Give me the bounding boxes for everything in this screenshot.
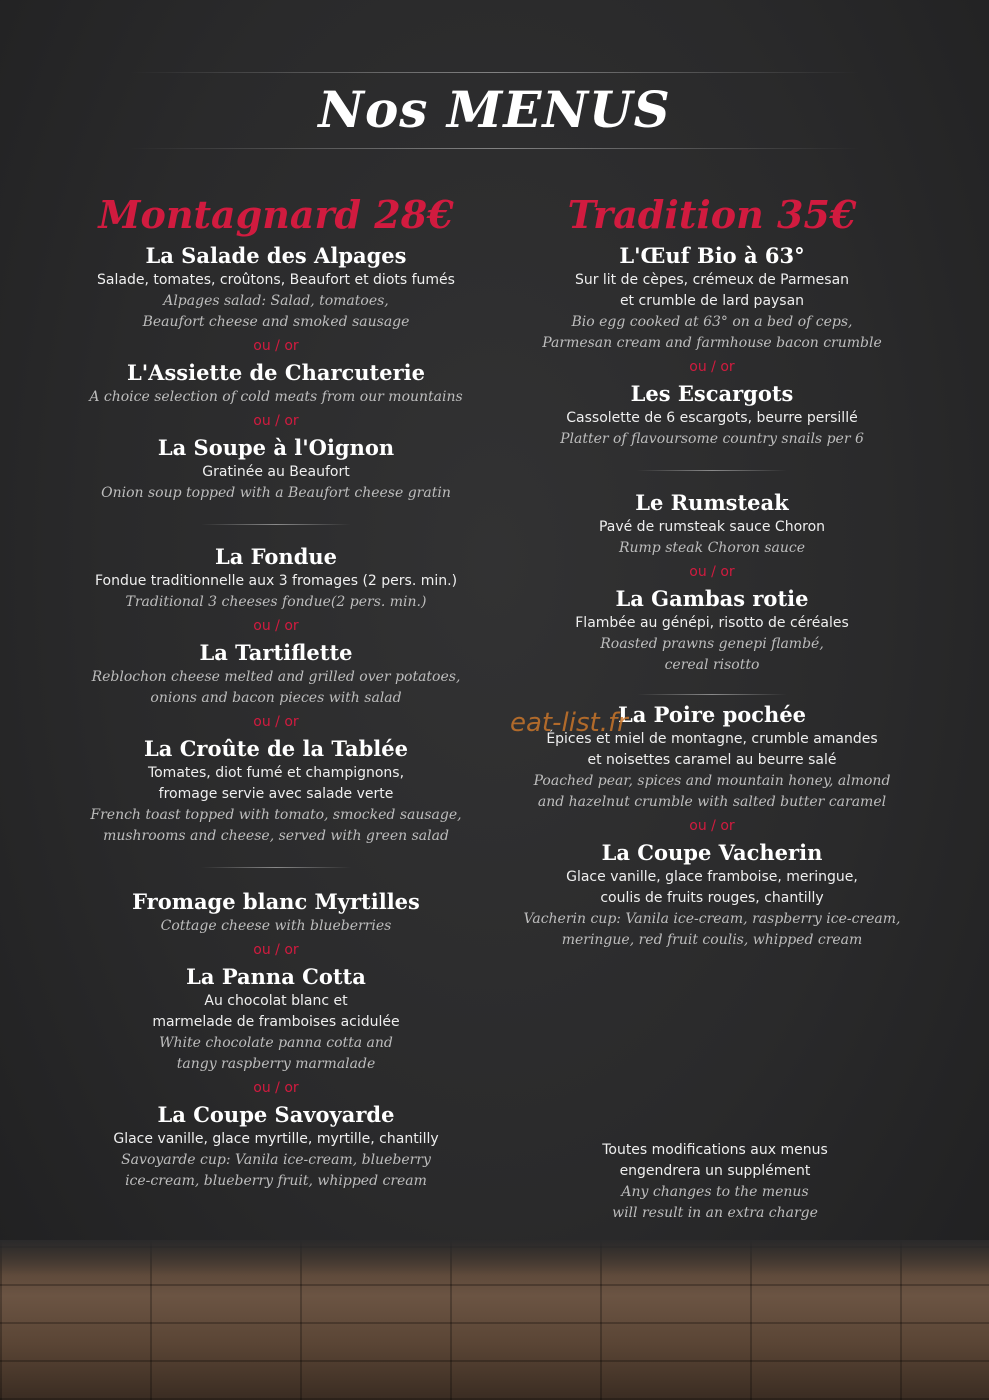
dish [502, 839, 922, 951]
dish-description-en: Poached pear, spices and mountain honey, almond [533, 773, 891, 789]
dish-name: La Poire pochée [617, 702, 807, 727]
dish-description-fr: marmelade de framboises acidulée [152, 1014, 400, 1030]
dish-description-en: and hazelnut crumble with salted butter caramel [537, 794, 887, 810]
or-separator: ou / or [689, 818, 735, 834]
dish-description-en: Rump steak Choron sauce [618, 540, 806, 556]
dish-name: La Soupe à l'Oignon [157, 435, 395, 460]
dish-description-en: Vacherin cup: Vanila ice-cream, raspberry ice-cream, [523, 911, 901, 927]
dish-name: La Salade des Alpages [145, 243, 407, 268]
menu-montagnard [66, 192, 486, 1192]
dish [502, 585, 922, 676]
dish-description-en: mushrooms and cheese, served with green salad [103, 828, 449, 844]
page-title: Nos MENUS [318, 80, 671, 139]
dish-description-en: Roasted prawns genepi flambé, [600, 636, 824, 652]
dish-description-fr: et crumble de lard paysan [619, 293, 805, 309]
dish [502, 380, 922, 450]
dish-description-fr: Gratinée au Beaufort [202, 464, 350, 480]
or-separator: ou / or [253, 942, 299, 958]
dish-name: Le Rumsteak [635, 490, 789, 515]
dish-description-en: Traditional 3 cheeses fondue(2 pers. min.) [125, 594, 427, 610]
dish-name: La Coupe Vacherin [601, 840, 823, 865]
dish-name: La Panna Cotta [186, 964, 366, 989]
dish-description-en: White chocolate panna cotta and [159, 1035, 393, 1051]
header-top-rule [130, 72, 860, 73]
dish-name: La Tartiflette [199, 640, 353, 665]
course-divider [201, 867, 351, 868]
note-en: Any changes to the menus [621, 1184, 809, 1200]
dish-name: La Croûte de la Tablée [144, 736, 408, 761]
dish-description-en: Reblochon cheese melted and grilled over potatoes, [91, 669, 461, 685]
menu-title: Montagnard 28€ [98, 192, 454, 237]
dish-name: L'Œuf Bio à 63° [619, 243, 805, 268]
dish [66, 639, 486, 709]
dish-description-fr: Tomates, diot fumé et champignons, [147, 765, 405, 781]
course-divider [637, 470, 787, 471]
dish-description-fr: Salade, tomates, croûtons, Beaufort et diots fumés [97, 272, 455, 288]
dish-description-en: Parmesan cream and farmhouse bacon crumble [542, 335, 882, 351]
dish-description-en: meringue, red fruit coulis, whipped cream [561, 932, 863, 948]
dish-name: La Gambas rotie [615, 586, 809, 611]
dish-description-fr: fromage servie avec salade verte [158, 786, 394, 802]
header-bottom-rule [130, 148, 860, 149]
dish-description-fr: Au chocolat blanc et [204, 993, 348, 1009]
dish-description-en: Savoyarde cup: Vanila ice-cream, blueberry [121, 1152, 431, 1168]
dish [66, 242, 486, 333]
note-fr: Toutes modifications aux menus [602, 1142, 828, 1158]
or-separator: ou / or [689, 359, 735, 375]
dish-description-en: French toast topped with tomato, smocked sausage, [90, 807, 462, 823]
dish [66, 543, 486, 613]
dish-description-fr: Cassolette de 6 escargots, beurre persillé [566, 410, 858, 426]
dish-description-en: Platter of flavoursome country snails per 6 [560, 431, 864, 447]
menu-tradition [502, 192, 922, 951]
dish-description-en: A choice selection of cold meats from our mountains [89, 389, 463, 405]
dish-description-en: Beaufort cheese and smoked sausage [142, 314, 410, 330]
dish-description-en: Alpages salad: Salad, tomatoes, [163, 293, 389, 309]
or-separator: ou / or [253, 618, 299, 634]
dish [502, 489, 922, 559]
dish-description-en: onions and bacon pieces with salad [150, 690, 402, 706]
or-separator: ou / or [253, 714, 299, 730]
dish [66, 963, 486, 1075]
dish-description-en: tangy raspberry marmalade [176, 1056, 376, 1072]
or-separator: ou / or [253, 1080, 299, 1096]
note-fr: engendrera un supplément [619, 1163, 811, 1179]
course-divider [637, 694, 787, 695]
dish-name: L'Assiette de Charcuterie [126, 360, 426, 385]
dish-description-fr: Flambée au génépi, risotto de céréales [575, 615, 849, 631]
dish-description-fr: Glace vanille, glace myrtille, myrtille, chantilly [113, 1131, 439, 1147]
dish-description-fr: Pavé de rumsteak sauce Choron [598, 519, 826, 535]
watermark: eat-list.fr [510, 708, 628, 738]
dish-name: La Coupe Savoyarde [157, 1102, 395, 1127]
dish-description-en: ice-cream, blueberry fruit, whipped cream [125, 1173, 427, 1189]
dish-description-fr: Fondue traditionnelle aux 3 fromages (2 pers. min.) [94, 573, 458, 589]
dish-name: Fromage blanc Myrtilles [132, 889, 420, 914]
or-separator: ou / or [253, 338, 299, 354]
dish [66, 434, 486, 504]
dish-description-fr: Glace vanille, glace framboise, meringue, [566, 869, 858, 885]
dish-description-fr: coulis de fruits rouges, chantilly [600, 890, 824, 906]
dish [66, 888, 486, 937]
dish-description-en: Cottage cheese with blueberries [160, 918, 392, 934]
dish-description-en: Onion soup topped with a Beaufort cheese gratin [101, 485, 451, 501]
dish-description-fr: et noisettes caramel au beurre salé [587, 752, 837, 768]
menu-title: Tradition 35€ [567, 192, 857, 237]
dish-name: La Fondue [214, 544, 338, 569]
wooden-table-image [0, 1240, 989, 1400]
dish-description-en: cereal risotto [664, 657, 760, 673]
course-divider [201, 524, 351, 525]
note-en: will result in an extra charge [612, 1205, 818, 1221]
dish-name: Les Escargots [630, 381, 794, 406]
dish-description-fr: Sur lit de cèpes, crémeux de Parmesan [574, 272, 850, 288]
dish [66, 735, 486, 847]
dish-description-fr: Épices et miel de montagne, crumble amandes [546, 731, 878, 747]
dish [66, 1101, 486, 1192]
menu-change-note [540, 1140, 890, 1224]
dish [66, 359, 486, 408]
dish [502, 242, 922, 354]
or-separator: ou / or [689, 564, 735, 580]
dish-description-en: Bio egg cooked at 63° on a bed of ceps, [571, 314, 853, 330]
or-separator: ou / or [253, 413, 299, 429]
